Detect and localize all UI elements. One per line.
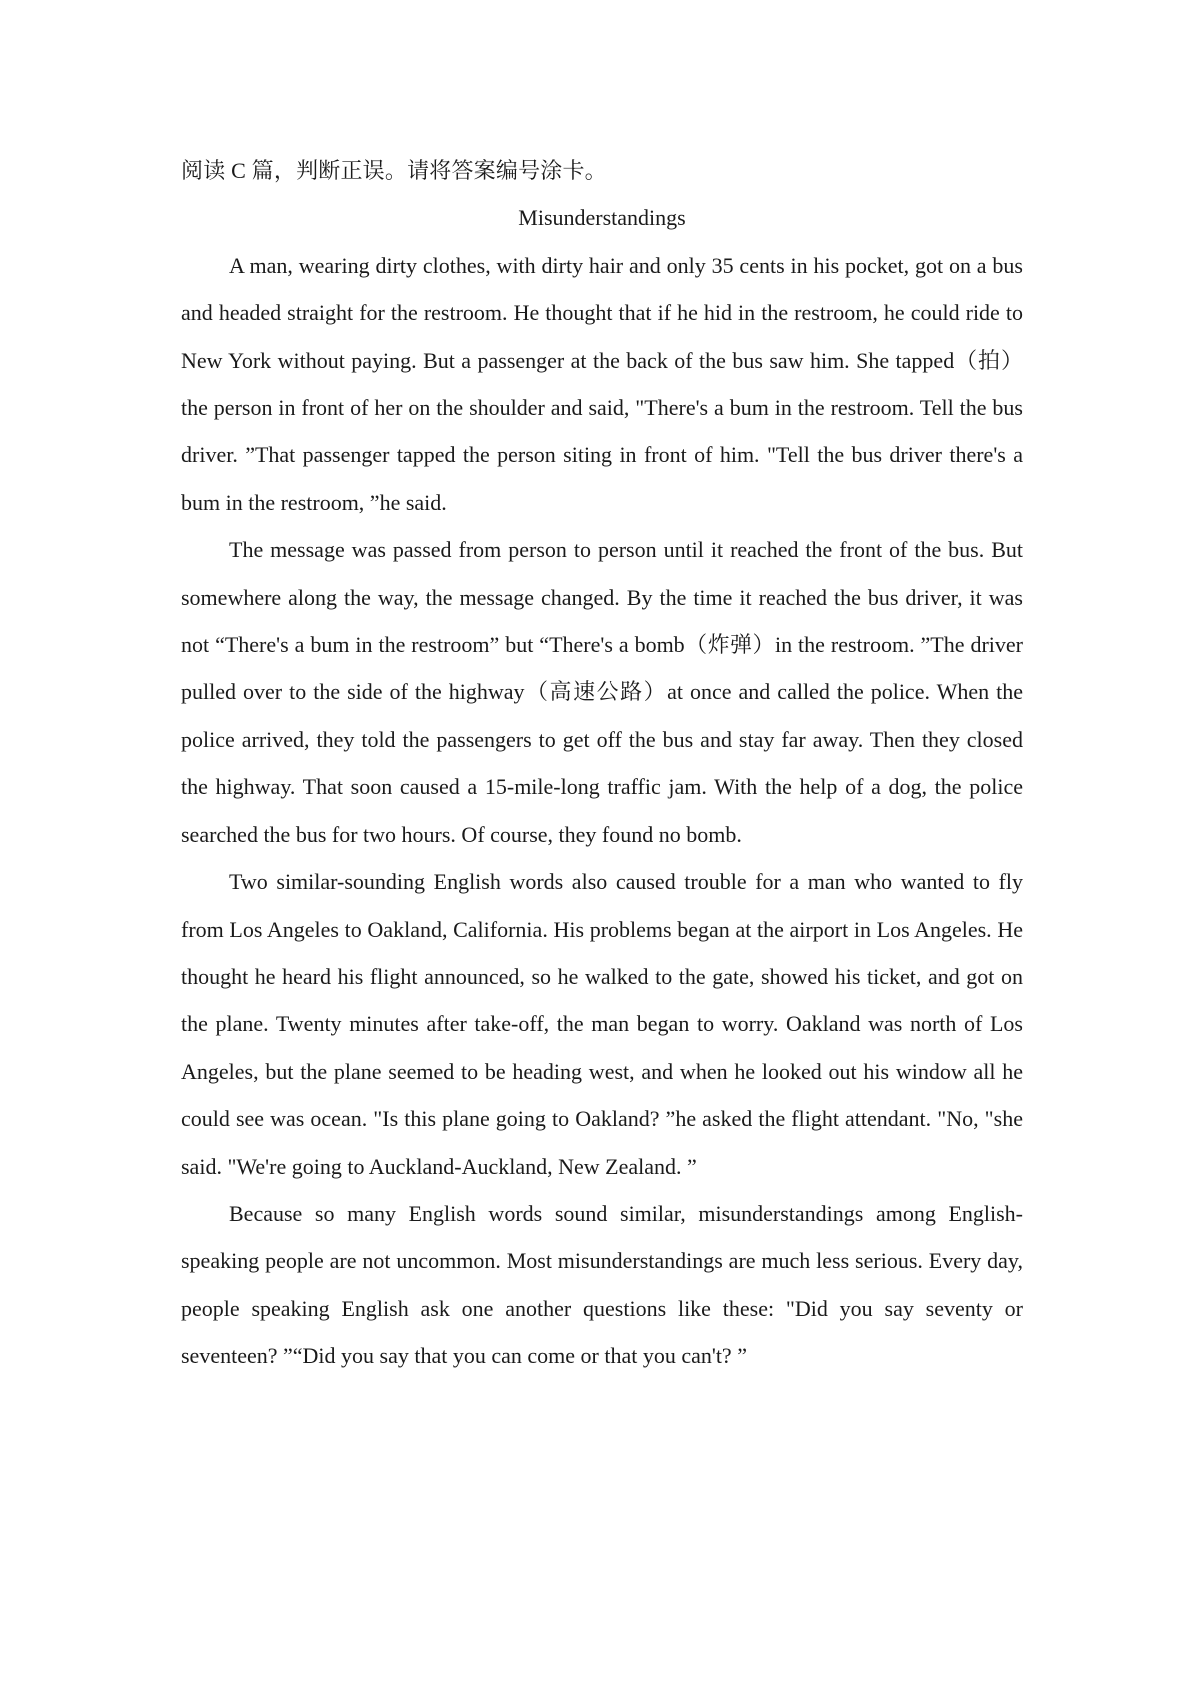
instruction-text: 阅读 C 篇，判断正误。请将答案编号涂卡。 (181, 158, 607, 183)
paragraph-1: A man, wearing dirty clothes, with dirty hair and only 35 cents in his pocket, got on a bus and headed straight for the restroom. He thought that if he hid in the restroom, he could ride to New York without paying. But a passenger at the back of the bus saw him. She tapped（拍）the person in front of her on the shoulder and said, "There's a bum in the restroom. Tell the bus driver. ”That passenger tapped the person siting in front of him. "Tell the bus driver there's a bum in the restroom, ”he said. (181, 252, 1023, 515)
document-page (181, 147, 1023, 1380)
paragraph-2: The message was passed from person to person until it reached the front of the bus. But somewhere along the way, the message changed. By the time it reached the bus driver, it was not “There's a bum in the restroom” but “There's a bomb（炸弹）in the restroom. ”The driver pulled over to the side of the highway（高速公路）at once and called the police. When the police arrived, they told the passengers to get off the bus and stay far away. Then they closed the highway. That soon caused a 15-mile-long traffic jam. With the help of a dog, the police searched the bus for two hours. Of course, they found no bomb. (181, 537, 1023, 847)
paragraph-4: Because so many English words sound similar, misunderstandings among English-speaking people are not uncommon. Most misunderstandings are much less serious. Every day, people speaking English ask one another questions like these: "Did you say seventy or seventeen? ”“Did you say that you can come or that you can't? ” (181, 1200, 1023, 1369)
passage-title: Misunderstandings (518, 205, 686, 231)
paragraph-3: Two similar-sounding English words also caused trouble for a man who wanted to fly from Los Angeles to Oakland, California. His problems began at the airport in Los Angeles. He thought he heard his flight announced, so he walked to the gate, showed his ticket, and got on the plane. Twenty minutes after take-off, the man began to worry. Oakland was north of Los Angeles, but the plane seemed to be heading west, and when he looked out his window all he could see was ocean. "Is this plane going to Oakland? ”he asked the flight attendant. "No, "she said. "We're going to Auckland-Auckland, New Zealand. ” (181, 869, 1023, 1179)
